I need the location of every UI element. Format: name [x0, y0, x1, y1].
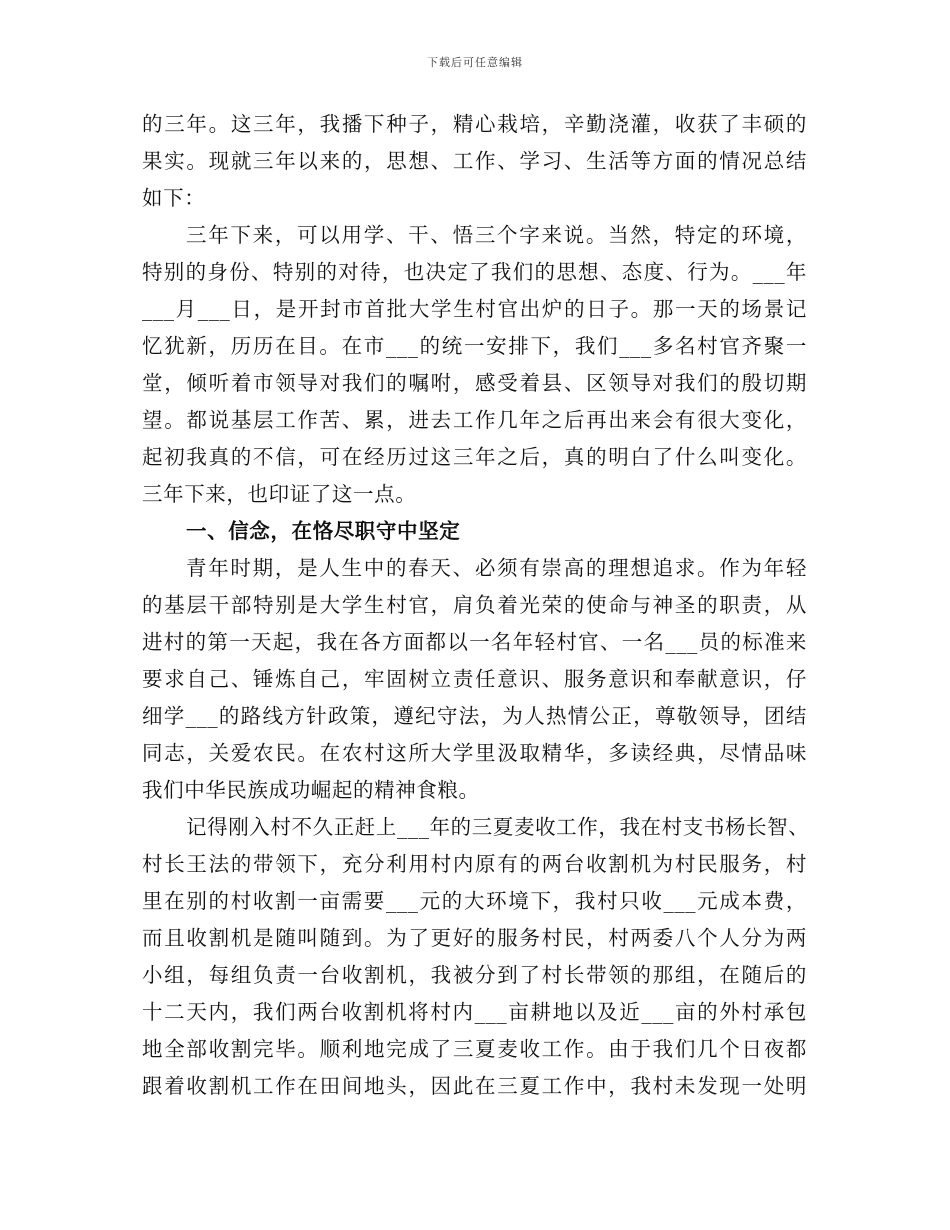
- text-line: 我们中华民族成功崛起的精神食粮。: [142, 778, 480, 802]
- text-line: 进村的第一天起，我在各方面都以一名年轻村官、一名___员的标准来: [142, 630, 807, 654]
- text-line: 里在别的村收割一亩需要___元的大环境下，我村只收___元成本费，: [142, 889, 807, 913]
- text-line: 果实。现就三年以来的，思想、工作、学习、生活等方面的情况总结: [142, 149, 807, 173]
- document-body: [142, 106, 810, 1105]
- text-line: 的三年。这三年，我播下种子，精心栽培，辛勤浇灌，收获了丰硕的: [142, 112, 807, 136]
- text-line: 的基层干部特别是大学生村官，肩负着光荣的使命与神圣的职责，从: [142, 593, 807, 617]
- text-line: 望。都说基层工作苦、累，进去工作几年之后再出来会有很大变化，: [142, 408, 807, 432]
- text-line: 三年下来，也印证了这一点。: [142, 482, 417, 506]
- text-line: 而且收割机是随叫随到。为了更好的服务村民，村两委八个人分为两: [142, 926, 807, 950]
- page-header: 下载后可任意编辑: [427, 56, 523, 69]
- text-line: 地全部收割完毕。顺利地完成了三夏麦收工作。由于我们几个日夜都: [142, 1037, 807, 1061]
- text-line: 起初我真的不信，可在经历过这三年之后，真的明白了什么叫变化。: [142, 445, 807, 469]
- text-line: 如下：: [142, 186, 206, 210]
- text-line: 跟着收割机工作在田间地头，因此在三夏工作中，我村未发现一处明: [142, 1074, 807, 1098]
- text-line: 要求自己、锤炼自己，牢固树立责任意识、服务意识和奉献意识，仔: [142, 667, 807, 691]
- text-line: 堂，倾听着市领导对我们的嘱咐，感受着县、区领导对我们的殷切期: [142, 371, 807, 395]
- text-line: 特别的身份、特别的对待，也决定了我们的思想、态度、行为。___年: [142, 260, 807, 284]
- text-line: ___月___日，是开封市首批大学生村官出炉的日子。那一天的场景记: [142, 297, 807, 321]
- text-line: 三年下来，可以用学、干、悟三个字来说。当然，特定的环境，: [186, 223, 807, 247]
- text-line: 细学___的路线方针政策，遵纪守法，为人热情公正，尊敬领导，团结: [142, 704, 807, 728]
- section-heading: 一、信念，在恪尽职守中坚定: [186, 519, 461, 543]
- text-line: 同志，关爱农民。在农村这所大学里汲取精华，多读经典，尽情品味: [142, 741, 807, 765]
- text-line: 青年时期，是人生中的春天、必须有崇高的理想追求。作为年轻: [186, 556, 807, 580]
- text-line: 十二天内，我们两台收割机将村内___亩耕地以及近___亩的外村承包: [142, 1000, 807, 1024]
- text-line: 小组，每组负责一台收割机，我被分到了村长带领的那组，在随后的: [142, 963, 807, 987]
- text-line: 忆犹新，历历在目。在市___的统一安排下，我们___多名村官齐聚一: [142, 334, 807, 358]
- text-line: 村长王法的带领下，充分利用村内原有的两台收割机为村民服务，村: [142, 852, 807, 876]
- text-line: 记得刚入村不久正赶上___年的三夏麦收工作，我在村支书杨长智、: [186, 815, 810, 839]
